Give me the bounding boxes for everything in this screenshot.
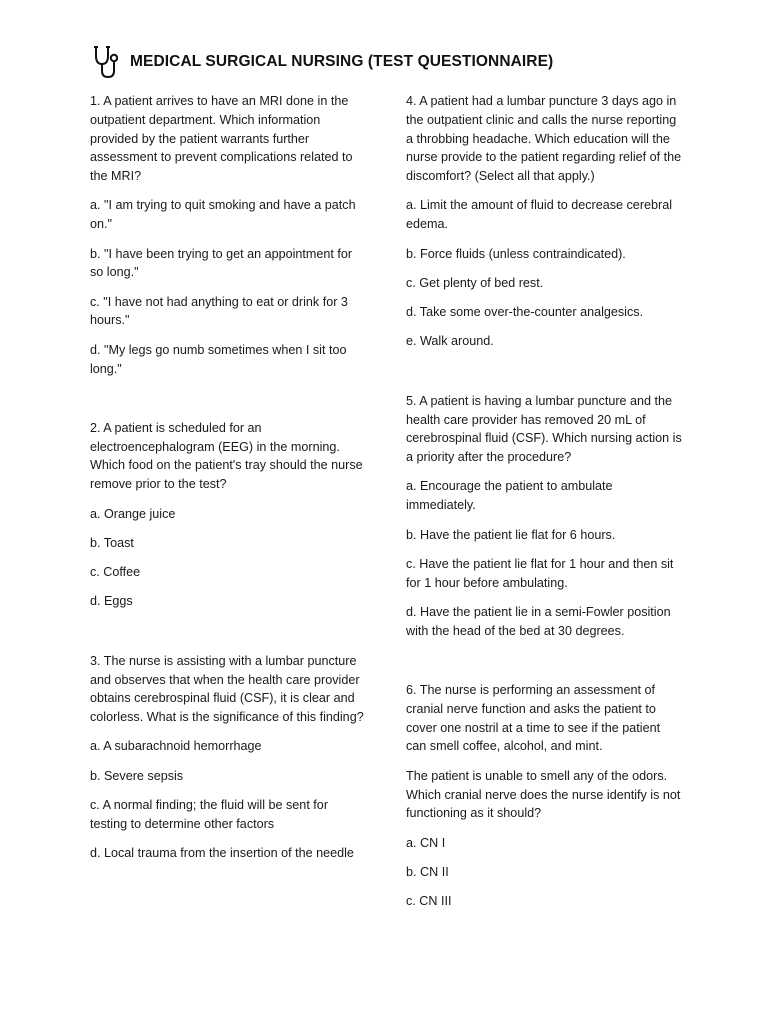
question-3	[90, 652, 366, 863]
answer-option: a. CN I	[406, 835, 446, 850]
answer-option: b. Severe sepsis	[90, 768, 184, 783]
answer-option: a. A subarachnoid hemorrhage	[90, 739, 262, 754]
question-stem: 4. A patient had a lumbar puncture 3 days ago in the outpatient clinic and calls the nurse reporting a throbbing headache. Which education will the nurse provide to the patient regarding relief of the discomfort? (Select all that apply.)	[406, 94, 682, 184]
answer-option: d. Local trauma from the insertion of the needle	[90, 846, 354, 861]
answer-option: a. Encourage the patient to ambulate immediately.	[406, 479, 613, 513]
question-stem: 6. The nurse is performing an assessment of cranial nerve function and asks the patient to cover one nostril at a time to see if the patient can smell coffee, alcohol, and mint.	[406, 683, 661, 754]
page-title: MEDICAL SURGICAL NURSING (TEST QUESTIONNAIRE)	[130, 53, 554, 70]
answer-option: e. Walk around.	[406, 334, 494, 349]
answer-option: d. Have the patient lie in a semi-Fowler position with the head of the bed at 30 degrees.	[406, 604, 671, 638]
right-column	[406, 92, 682, 922]
answer-option: c. Have the patient lie flat for 1 hour and then sit for 1 hour before ambulating.	[406, 556, 674, 590]
page-header	[92, 44, 553, 80]
answer-option: c. "I have not had anything to eat or drink for 3 hours."	[90, 294, 348, 328]
answer-option: a. "I am trying to quit smoking and have a patch on."	[90, 198, 356, 232]
answer-option: b. Toast	[90, 535, 134, 550]
answer-option: b. Force fluids (unless contraindicated).	[406, 246, 626, 261]
answer-option: c. Coffee	[90, 565, 141, 580]
answer-option: b. "I have been trying to get an appointment for so long."	[90, 246, 353, 280]
answer-option: c. CN III	[406, 894, 452, 909]
left-column	[90, 92, 366, 873]
answer-option: d. Take some over-the-counter analgesics.	[406, 305, 644, 320]
stethoscope-icon	[92, 45, 118, 79]
question-stem: 3. The nurse is assisting with a lumbar puncture and observes that when the health care provider obtains cerebrospinal fluid (CSF), it is clear and colorless. What is the significance of this finding?	[90, 653, 364, 725]
question-1	[90, 92, 366, 378]
answer-option: a. Orange juice	[90, 506, 176, 521]
answer-option: c. Get plenty of bed rest.	[406, 275, 544, 290]
question-stem-continued: The patient is unable to smell any of the odors. Which cranial nerve does the nurse identify is not functioning as it should?	[406, 768, 681, 821]
answer-option: a. Limit the amount of fluid to decrease cerebral edema.	[406, 198, 673, 232]
question-6	[406, 681, 682, 911]
answer-option: c. A normal finding; the fluid will be sent for testing to determine other factors	[90, 798, 329, 831]
question-5	[406, 392, 682, 641]
answer-option: d. Eggs	[90, 594, 133, 609]
answer-option: b. Have the patient lie flat for 6 hours.	[406, 527, 616, 542]
question-stem: 1. A patient arrives to have an MRI done in the outpatient department. Which information provided by the patient warrants further assessment to prevent complications related to the MRI?	[90, 94, 353, 184]
answer-option: d. "My legs go numb sometimes when I sit too long."	[90, 342, 347, 376]
answer-option: b. CN II	[406, 864, 449, 879]
question-stem: 2. A patient is scheduled for an electroencephalogram (EEG) in the morning. Which food on the patient's tray should the nurse remove prior to the test?	[90, 420, 363, 492]
question-4	[406, 92, 682, 351]
question-stem: 5. A patient is having a lumbar puncture and the health care provider has removed 20 mL of cerebrospinal fluid (CSF). Which nursing action is a priority after the procedure?	[406, 393, 682, 465]
question-2	[90, 419, 366, 611]
